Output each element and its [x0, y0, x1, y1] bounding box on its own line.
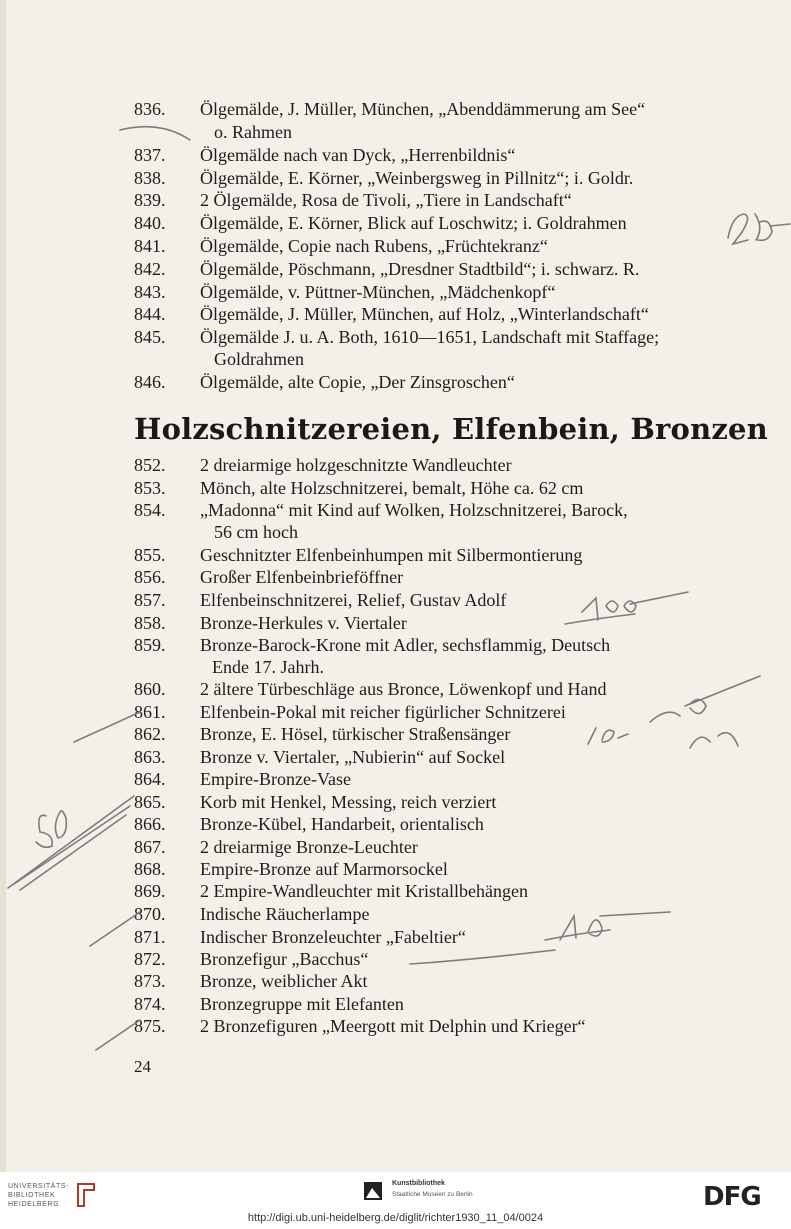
lot-number: 872.	[134, 949, 166, 969]
lot-number: 838.	[134, 168, 166, 188]
pencil-stroke	[690, 733, 738, 748]
lot-description: Ölgemälde, alte Copie, „Der Zinsgroschen“	[200, 372, 515, 392]
lot-description: Bronze, E. Hösel, türkischer Straßensänger	[200, 724, 511, 744]
lot-number: 871.	[134, 927, 166, 947]
source-url-link[interactable]: http://digi.ub.uni-heidelberg.de/diglit/richter1930_11_04/0024	[247, 1212, 544, 1224]
pencil-stroke	[36, 815, 52, 847]
lot-description: Indischer Bronzeleuchter „Fabeltier“	[200, 927, 466, 947]
lot-description-continued: 56 cm hoch	[214, 522, 298, 542]
lot-description: 2 dreiarmige Bronze-Leuchter	[200, 837, 418, 857]
lot-number: 873.	[134, 971, 166, 991]
lot-number: 865.	[134, 792, 166, 812]
lot-number: 867.	[134, 837, 166, 857]
lot-description: Elfenbeinschnitzerei, Relief, Gustav Adolf	[200, 590, 507, 610]
lot-description: Bronzegruppe mit Elefanten	[200, 994, 404, 1014]
pencil-stroke	[565, 614, 635, 624]
lot-description: 2 Ölgemälde, Rosa de Tivoli, „Tiere in Landschaft“	[200, 190, 572, 210]
lot-description-continued: Goldrahmen	[214, 349, 304, 369]
lot-description: Korb mit Henkel, Messing, reich verziert	[200, 792, 497, 812]
lot-number: 869.	[134, 881, 166, 901]
lot-number: 840.	[134, 213, 166, 233]
lot-number: 846.	[134, 372, 166, 392]
lot-description: Bronze v. Viertaler, „Nubierin“ auf Sockel	[200, 747, 506, 767]
university-logo-icon	[74, 1180, 98, 1210]
pencil-stroke	[410, 950, 555, 964]
kunstbibliothek-icon	[362, 1180, 384, 1202]
lot-description: Bronzefigur „Bacchus“	[200, 949, 369, 969]
lot-description: Indische Räucherlampe	[200, 904, 370, 924]
lot-description: Bronze, weiblicher Akt	[200, 971, 368, 991]
lot-number: 862.	[134, 724, 166, 744]
dfg-logo[interactable]: DFG	[703, 1182, 761, 1212]
lot-description: Ölgemälde nach van Dyck, „Herrenbildnis“	[200, 145, 516, 165]
lot-description: Ölgemälde, E. Körner, „Weinbergsweg in Pillnitz“; i. Goldr.	[200, 168, 634, 188]
lot-number: 860.	[134, 679, 166, 699]
pencil-stroke	[8, 796, 134, 890]
lot-description: Ölgemälde J. u. A. Both, 1610—1651, Landschaft mit Staffage;	[200, 327, 660, 347]
lot-description: Großer Elfenbeinbrieföffner	[200, 567, 404, 587]
pencil-stroke	[600, 912, 670, 916]
lot-number: 856.	[134, 567, 166, 587]
lot-number: 875.	[134, 1016, 166, 1036]
pencil-stroke	[582, 598, 598, 620]
lot-description: Ölgemälde, v. Püttner-München, „Mädchenkopf“	[200, 282, 556, 302]
lot-description: Ölgemälde, E. Körner, Blick auf Loschwitz; i. Goldrahmen	[200, 213, 627, 233]
lot-description-continued: Ende 17. Jahrh.	[212, 657, 324, 677]
lot-number: 844.	[134, 304, 166, 324]
lot-description: Geschnitzter Elfenbeinhumpen mit Silbermontierung	[200, 545, 583, 565]
lot-number: 842.	[134, 259, 166, 279]
lot-description: 2 dreiarmige holzgeschnitzte Wandleuchter	[200, 455, 512, 475]
lot-number: 853.	[134, 478, 166, 498]
pencil-stroke	[606, 601, 636, 612]
pencil-stroke	[74, 712, 140, 742]
pencil-stroke	[630, 592, 688, 604]
lot-number: 854.	[134, 500, 166, 520]
lot-description: Elfenbein-Pokal mit reicher figürlicher Schnitzerei	[200, 702, 566, 722]
lot-description: Bronze-Barock-Krone mit Adler, sechsflammig, Deutsch	[200, 635, 611, 655]
kunstbibliothek-label: Kunstbibliothek	[392, 1180, 445, 1187]
lot-description: 2 Bronzefiguren „Meergott mit Delphin und Krieger“	[200, 1016, 586, 1036]
logo-line: BIBLIOTHEK	[8, 1192, 56, 1199]
lot-number: 866.	[134, 814, 166, 834]
lot-description: 2 Empire-Wandleuchter mit Kristallbehängen	[200, 881, 528, 901]
lot-description-continued: o. Rahmen	[214, 122, 292, 142]
lot-description: Bronze-Kübel, Handarbeit, orientalisch	[200, 814, 484, 834]
lot-description: Empire-Bronze auf Marmorsockel	[200, 859, 448, 879]
lot-number: 858.	[134, 613, 166, 633]
lot-number: 836.	[134, 99, 166, 119]
lot-description: Ölgemälde, Copie nach Rubens, „Früchtekranz“	[200, 236, 548, 256]
logo-line: UNIVERSITÄTS-	[8, 1183, 70, 1190]
lot-description: Mönch, alte Holzschnitzerei, bemalt, Höhe ca. 62 cm	[200, 478, 584, 498]
lot-number: 870.	[134, 904, 166, 924]
section-heading: Holzschnitzereien, Elfenbein, Bronzen	[134, 412, 768, 446]
lot-number: 841.	[134, 236, 166, 256]
lot-description: Ölgemälde, Pöschmann, „Dresdner Stadtbild“; i. schwarz. R.	[200, 259, 640, 279]
logo-line: HEIDELBERG	[8, 1201, 60, 1208]
page-number: 24	[134, 1057, 151, 1076]
pencil-stroke	[55, 811, 66, 838]
lot-description: Empire-Bronze-Vase	[200, 769, 351, 789]
pencil-stroke	[588, 728, 628, 744]
lot-number: 874.	[134, 994, 166, 1014]
pencil-stroke	[770, 224, 790, 226]
university-library-logo[interactable]	[8, 1182, 108, 1209]
pencil-stroke	[90, 912, 140, 946]
kunstbibliothek-sublabel: Staatliche Museen zu Berlin	[392, 1191, 473, 1198]
lot-number: 855.	[134, 545, 166, 565]
lot-number: 843.	[134, 282, 166, 302]
lot-number: 852.	[134, 455, 166, 475]
pencil-stroke	[96, 1020, 140, 1050]
pencil-stroke	[120, 127, 190, 140]
lot-description: Bronze-Herkules v. Viertaler	[200, 613, 407, 633]
footer-bar	[0, 1172, 791, 1229]
lot-number: 863.	[134, 747, 166, 767]
lot-number: 839.	[134, 190, 166, 210]
pencil-stroke	[728, 214, 748, 244]
lot-number: 837.	[134, 145, 166, 165]
lot-number: 845.	[134, 327, 166, 347]
lot-description: 2 ältere Türbeschläge aus Bronce, Löwenkopf und Hand	[200, 679, 607, 699]
lot-description: Ölgemälde, J. Müller, München, auf Holz, „Winterlandschaft“	[200, 304, 649, 324]
lot-number: 861.	[134, 702, 166, 722]
lot-number: 859.	[134, 635, 166, 655]
lot-description: „Madonna“ mit Kind auf Wolken, Holzschnitzerei, Barock,	[200, 500, 628, 520]
lot-number: 857.	[134, 590, 166, 610]
lot-number: 864.	[134, 769, 166, 789]
pencil-stroke	[545, 930, 610, 940]
pencil-stroke	[685, 676, 760, 706]
pencil-stroke	[650, 699, 706, 722]
lot-number: 868.	[134, 859, 166, 879]
lot-description: Ölgemälde, J. Müller, München, „Abenddämmerung am See“	[200, 99, 646, 119]
pencil-stroke	[755, 214, 772, 240]
